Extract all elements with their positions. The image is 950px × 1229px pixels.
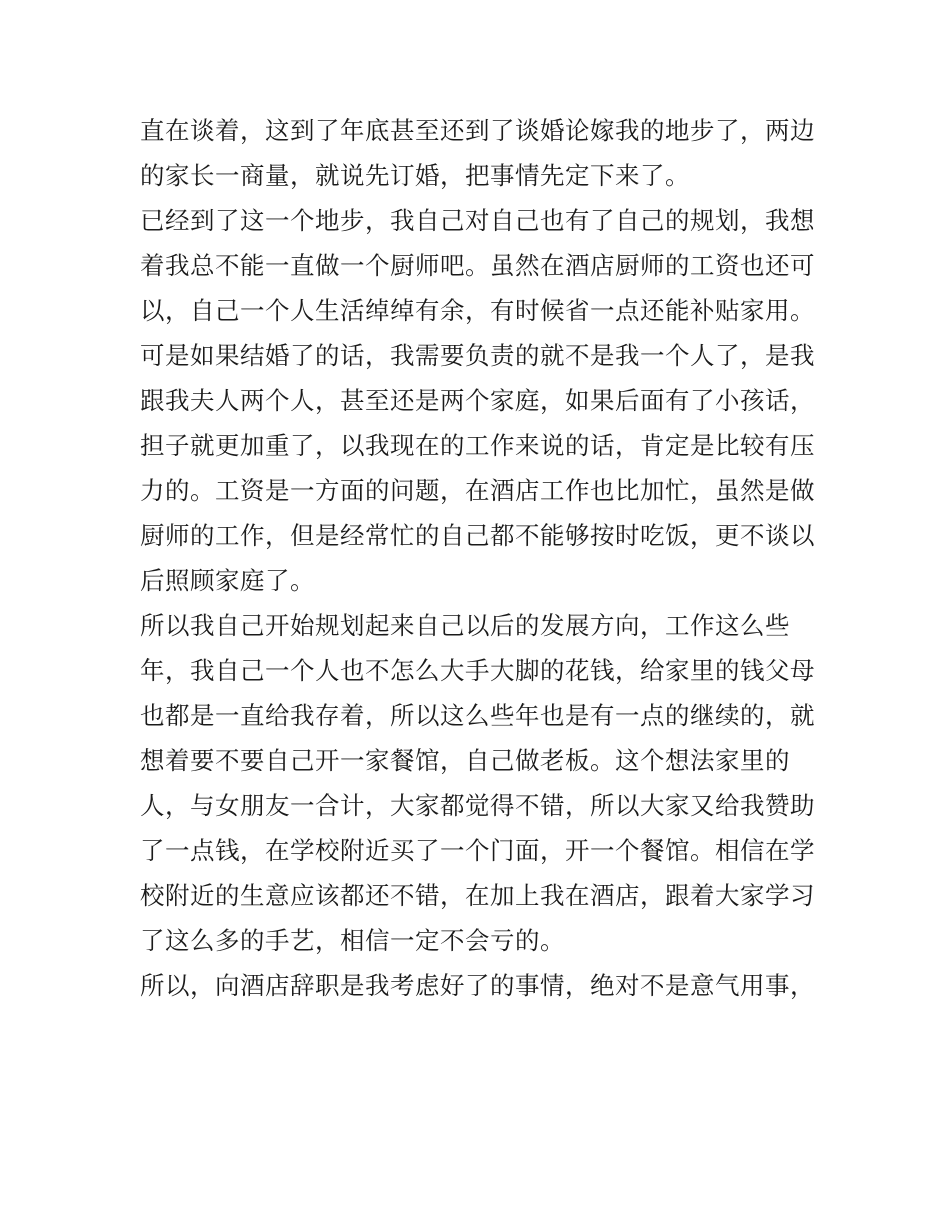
text-line-10: 厨师的工作，但是经常忙的自己都不能够按时吃饭，更不谈以 xyxy=(140,521,815,550)
text-line-16: 人，与女朋友一合计，大家都觉得不错，所以大家又给我赞助 xyxy=(140,791,815,820)
text-line-12: 所以我自己开始规划起来自己以后的发展方向，工作这么些 xyxy=(140,611,790,640)
body-text xyxy=(140,108,820,1008)
text-line-2: 的家长一商量，就说先订婚，把事情先定下来了。 xyxy=(140,161,690,190)
text-line-19: 了这么多的手艺，相信一定不会亏的。 xyxy=(140,926,565,955)
text-line-8: 担子就更加重了，以我现在的工作来说的话，肯定是比较有压 xyxy=(140,431,815,460)
text-line-1: 直在谈着，这到了年底甚至还到了谈婚论嫁我的地步了，两边 xyxy=(140,116,815,145)
text-line-14: 也都是一直给我存着，所以这么些年也是有一点的继续的，就 xyxy=(140,701,815,730)
text-line-18: 校附近的生意应该都还不错，在加上我在酒店，跟着大家学习 xyxy=(140,881,815,910)
text-line-6: 可是如果结婚了的话，我需要负责的就不是我一个人了，是我 xyxy=(140,341,815,370)
text-line-13: 年，我自己一个人也不怎么大手大脚的花钱，给家里的钱父母 xyxy=(140,656,815,685)
text-line-3: 已经到了这一个地步，我自己对自己也有了自己的规划，我想 xyxy=(140,206,815,235)
text-line-15: 想着要不要自己开一家餐馆，自己做老板。这个想法家里的 xyxy=(140,746,790,775)
text-line-11: 后照顾家庭了。 xyxy=(140,566,315,595)
text-line-7: 跟我夫人两个人，甚至还是两个家庭，如果后面有了小孩话， xyxy=(140,386,815,415)
text-line-5: 以，自己一个人生活绰绰有余，有时候省一点还能补贴家用。 xyxy=(140,296,815,325)
text-line-9: 力的。工资是一方面的问题，在酒店工作也比加忙，虽然是做 xyxy=(140,476,815,505)
text-line-4: 着我总不能一直做一个厨师吧。虽然在酒店厨师的工资也还可 xyxy=(140,251,815,280)
text-line-17: 了一点钱，在学校附近买了一个门面，开一个餐馆。相信在学 xyxy=(140,836,815,865)
text-line-20: 所以，向酒店辞职是我考虑好了的事情，绝对不是意气用事， xyxy=(140,971,815,1000)
